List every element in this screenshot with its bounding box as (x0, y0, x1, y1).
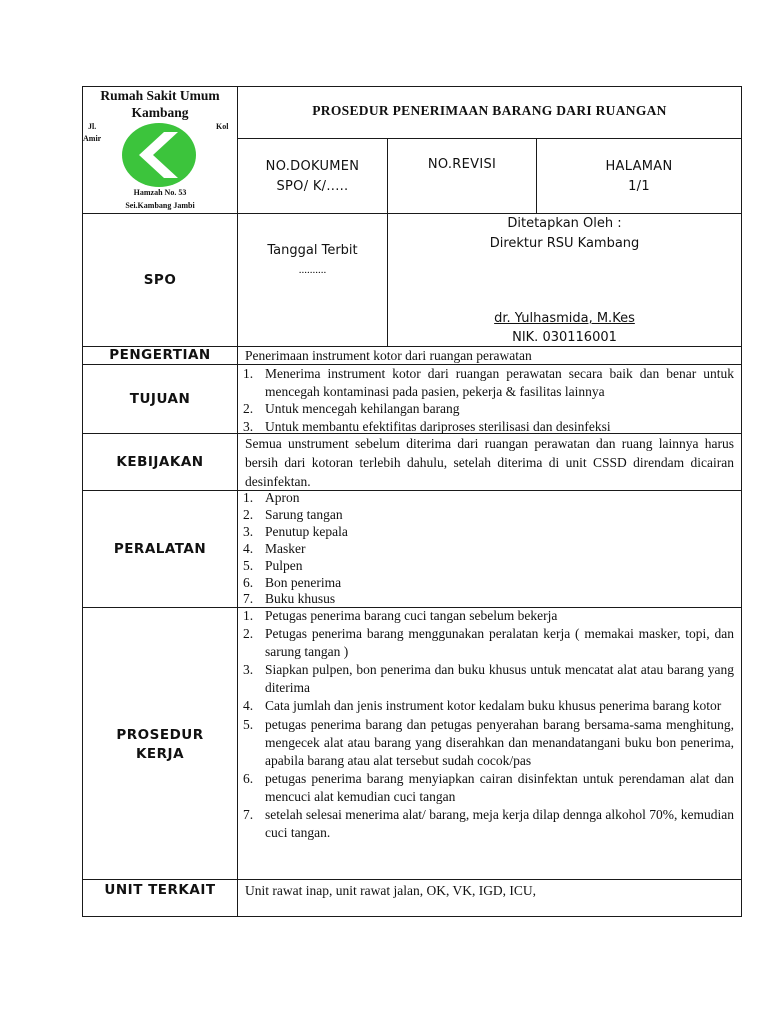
peralatan-item-4: Masker (265, 540, 306, 556)
address-amir: Amir (83, 134, 102, 143)
prosedur-item-2: Petugas penerima barang menggunakan peralatan kerja ( memakai masker, topi, dan sarung tangan ) (265, 626, 734, 660)
prosedur-label-line2: KERJA (135, 746, 185, 762)
peralatan-item-2: Sarung tangan (265, 506, 343, 522)
no-dokumen-label: NO.DOKUMEN (265, 159, 360, 174)
address-jl: Jl. (88, 122, 97, 131)
prosedur-label (83, 726, 237, 764)
tujuan-item-1: Menerima instrument kotor dari ruangan perawatan secara baik dan benar untuk mencegah kontaminasi pada pasien, pekerja & fasilitas lainnya (265, 366, 734, 399)
address-street: Hamzah No. 53 (133, 188, 187, 197)
list-item: 1. Menerima instrument kotor dari ruangan perawatan secara baik dan benar untuk mencegah kontaminasi pada pasien, pekerja & fasilitas lainnya (243, 366, 734, 399)
tujuan-label: TUJUAN (129, 391, 191, 407)
no-revisi-label: NO.REVISI (427, 157, 497, 172)
prosedur-item-1: Petugas penerima barang cuci tangan sebelum bekerja (265, 608, 558, 623)
pengertian-text: Penerimaan instrument kotor dari ruangan perawatan (245, 348, 532, 363)
ditetapkan-block (388, 214, 741, 254)
list-item: 7. Buku khusus (243, 591, 336, 607)
peralatan-item-6: Bon penerima (265, 574, 342, 590)
document-title: PROSEDUR PENERIMAAN BARANG DARI RUANGAN (312, 103, 667, 118)
prosedur-list (243, 607, 734, 842)
unit-terkait-text: Unit rawat inap, unit rawat jalan, OK, VK, IGD, ICU, (245, 883, 537, 898)
table-border-bottom (82, 916, 742, 917)
prosedur-item-3: Siapkan pulpen, bon penerima dan buku khusus untuk mencatat alat atau barang yang diterima (265, 662, 734, 696)
no-dokumen-cell (238, 157, 387, 197)
tujuan-list (243, 365, 734, 435)
prosedur-item-5: petugas penerima barang dan petugas penyerahan barang bersama-sama menghitung, mengecek alat atau barang yang diserahkan dan menandatangani buku bon penerima, apabila barang atau alat tersebut sudah cocok/pas (265, 716, 734, 768)
peralatan-item-5: Pulpen (265, 557, 303, 573)
peralatan-label: PERALATAN (113, 541, 207, 557)
tujuan-item-2: Untuk mencegah kehilangan barang (265, 401, 460, 416)
list-item: 7. setelah selesai menerima alat/ barang, meja kerja dilap dennga alkohol 70%, kemudian cuci tangan. (243, 807, 734, 841)
list-item: 5. petugas penerima barang dan petugas penyerahan barang bersama-sama menghitung, mengecek alat atau barang yang diserahkan dan menandatangani buku bon penerima, apabila barang atau alat tersebut sudah cocok/pas (243, 716, 734, 768)
prosedur-item-6: petugas penerima barang menyiapkan cairan disinfektan untuk perendaman alat dan mencuci alat kemudian cuci tangan (265, 770, 734, 804)
halaman-cell (537, 157, 741, 197)
list-item: 6. petugas penerima barang menyiapkan cairan disinfektan untuk perendaman alat dan mencuci alat kemudian cuci tangan (243, 770, 734, 804)
logo-circle (122, 123, 196, 187)
pengertian-label: PENGERTIAN (109, 347, 211, 363)
spo-label: SPO (143, 272, 177, 288)
peralatan-item-3: Penutup kepala (265, 523, 348, 539)
peralatan-list (243, 490, 734, 608)
signer-nik: NIK. 030116001 (512, 330, 617, 345)
hospital-name-line1: Rumah Sakit Umum (100, 88, 220, 103)
list-item: 2. Sarung tangan (243, 506, 343, 522)
halaman-label: HALAMAN (605, 159, 673, 174)
tanggal-terbit-label: Tanggal Terbit (267, 243, 358, 258)
peralatan-item-1: Apron (265, 490, 300, 505)
no-dokumen-value: SPO/ K/..... (276, 179, 349, 194)
address-city: Sei.Kambang Jambi (125, 201, 195, 210)
list-item: 4. Cata jumlah dan jenis instrument kotor kedalam buku khusus penerima barang kotor (243, 698, 722, 714)
unit-terkait-label: UNIT TERKAIT (104, 882, 216, 898)
peralatan-item-7: Buku khusus (265, 591, 336, 607)
list-item: 3. Penutup kepala (243, 523, 348, 539)
signer-name: dr. Yulhasmida, M.Kes (494, 311, 635, 326)
list-item: 4. Masker (243, 540, 306, 556)
prosedur-item-4: Cata jumlah dan jenis instrument kotor kedalam buku khusus penerima barang kotor (265, 698, 722, 714)
rule (82, 879, 742, 880)
rule (237, 346, 238, 917)
address-kol: Kol (216, 122, 229, 131)
list-item: 2. Untuk mencegah kehilangan barang (243, 401, 460, 416)
list-item: 5. Pulpen (243, 557, 303, 573)
direktur-label: Direktur RSU Kambang (489, 236, 640, 251)
hospital-name-line2: Kambang (131, 105, 189, 120)
table-border-left (82, 86, 83, 917)
hospital-name (84, 87, 236, 121)
list-item: 1. Apron (243, 490, 300, 505)
prosedur-item-7: setelah selesai menerima alat/ barang, meja kerja dilap dennga alkohol 70%, kemudian cuci tangan. (265, 807, 734, 841)
ditetapkan-label: Ditetapkan Oleh : (507, 216, 622, 231)
halaman-value: 1/1 (628, 179, 650, 194)
rule (237, 86, 238, 347)
hospital-logo (120, 122, 198, 188)
tujuan-item-3: Untuk membantu efektifitas dariproses sterilisasi dan desinfeksi (265, 418, 611, 434)
list-item: 3. Untuk membantu efektifitas dariproses sterilisasi dan desinfeksi (243, 418, 611, 434)
rule (237, 138, 742, 139)
tanggal-terbit-value: .......... (298, 264, 327, 276)
table-border-right (741, 86, 742, 917)
kebijakan-text: Semua unstrument sebelum diterima dari ruangan perawatan dan ruang lainnya harus bersih dari kotoran terlebih dahulu, setelah diterima di unit CSSD direndam dicairan desinfektan. (245, 436, 734, 489)
list-item: 1. Petugas penerima barang cuci tangan sebelum bekerja (243, 608, 558, 623)
list-item: 2. Petugas penerima barang menggunakan peralatan kerja ( memakai masker, topi, dan sarung tangan ) (243, 626, 734, 660)
list-item: 6. Bon penerima (243, 574, 342, 590)
list-item: 3. Siapkan pulpen, bon penerima dan buku khusus untuk mencatat alat atau barang yang diterima (243, 662, 734, 696)
kebijakan-label: KEBIJAKAN (116, 454, 204, 470)
prosedur-label-line1: PROSEDUR (116, 727, 204, 743)
